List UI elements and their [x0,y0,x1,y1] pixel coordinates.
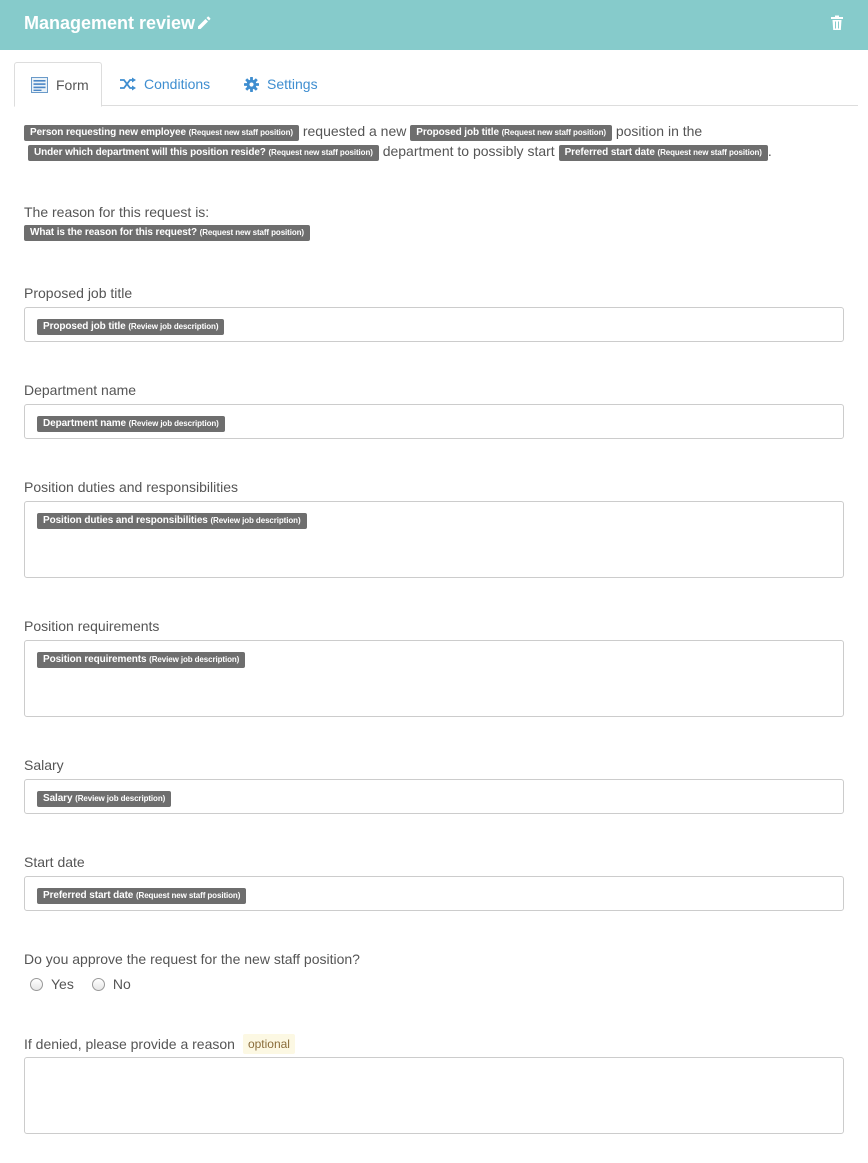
field-label-requirements: Position requirements [24,618,160,634]
radio-no-circle[interactable] [92,978,105,991]
variable-chip: Proposed job title (Review job description) [37,319,224,335]
department-field[interactable] [24,404,844,439]
tab-conditions-label: Conditions [144,76,211,92]
reason-value [24,222,310,241]
summary-text: department to possibly start [382,142,555,159]
requirements-field[interactable] [24,640,844,717]
variable-chip: Preferred start date (Request new staff position) [559,145,768,161]
tab-form-label: Form [56,76,89,93]
denial-reason-textarea[interactable] [24,1057,844,1134]
tab-settings[interactable] [244,62,318,106]
tab-settings-label: Settings [267,76,318,92]
tab-form[interactable] [14,62,102,107]
gear-icon [244,77,259,92]
variable-chip: Preferred start date (Request new staff position) [37,888,246,904]
optional-badge: optional [243,1034,295,1054]
trash-icon[interactable] [830,15,844,31]
radio-yes-label: Yes [51,976,74,992]
field-label-start-date: Start date [24,854,85,870]
field-label-department: Department name [24,382,137,398]
step-title: Management review [24,13,196,33]
radio-no-label: No [112,976,131,992]
approval-question: Do you approve the request for the new staff position? [24,951,360,967]
denial-label [24,1034,295,1054]
shuffle-icon [120,77,136,91]
start-date-field[interactable] [24,876,844,911]
reason-label: The reason for this request is: [24,204,210,220]
variable-chip: Proposed job title (Request new staff position) [410,125,612,141]
job-title-field[interactable] [24,307,844,342]
request-summary [24,122,844,161]
field-label-salary: Salary [24,757,64,773]
duties-field[interactable] [24,501,844,578]
variable-chip: Under which department will this position reside? (Request new staff position) [28,145,379,161]
variable-chip: Position duties and responsibilities (Review job description) [37,513,307,529]
summary-text: requested a new [302,123,407,139]
variable-chip: Person requesting new employee (Request new staff position) [24,125,299,141]
variable-chip: Position requirements (Review job description) [37,652,245,668]
form-lines-icon [31,77,48,93]
tab-bar [14,62,858,106]
pencil-icon[interactable] [196,15,212,31]
step-header [0,0,868,50]
summary-text: . [767,142,772,159]
field-label-job-title: Proposed job title [24,285,133,301]
radio-no[interactable] [92,976,131,992]
variable-chip: Department name (Review job description) [37,416,225,432]
radio-yes-circle[interactable] [30,978,43,991]
approval-radio-group [30,976,149,992]
variable-chip: Salary (Review job description) [37,791,171,807]
radio-yes[interactable] [30,976,74,992]
denial-label-text: If denied, please provide a reason [24,1036,235,1052]
summary-text: position in the [615,123,703,139]
field-label-duties: Position duties and responsibilities [24,479,239,495]
variable-chip: What is the reason for this request? (Request new staff position) [24,225,310,241]
tab-conditions[interactable] [120,62,210,106]
salary-field[interactable] [24,779,844,814]
